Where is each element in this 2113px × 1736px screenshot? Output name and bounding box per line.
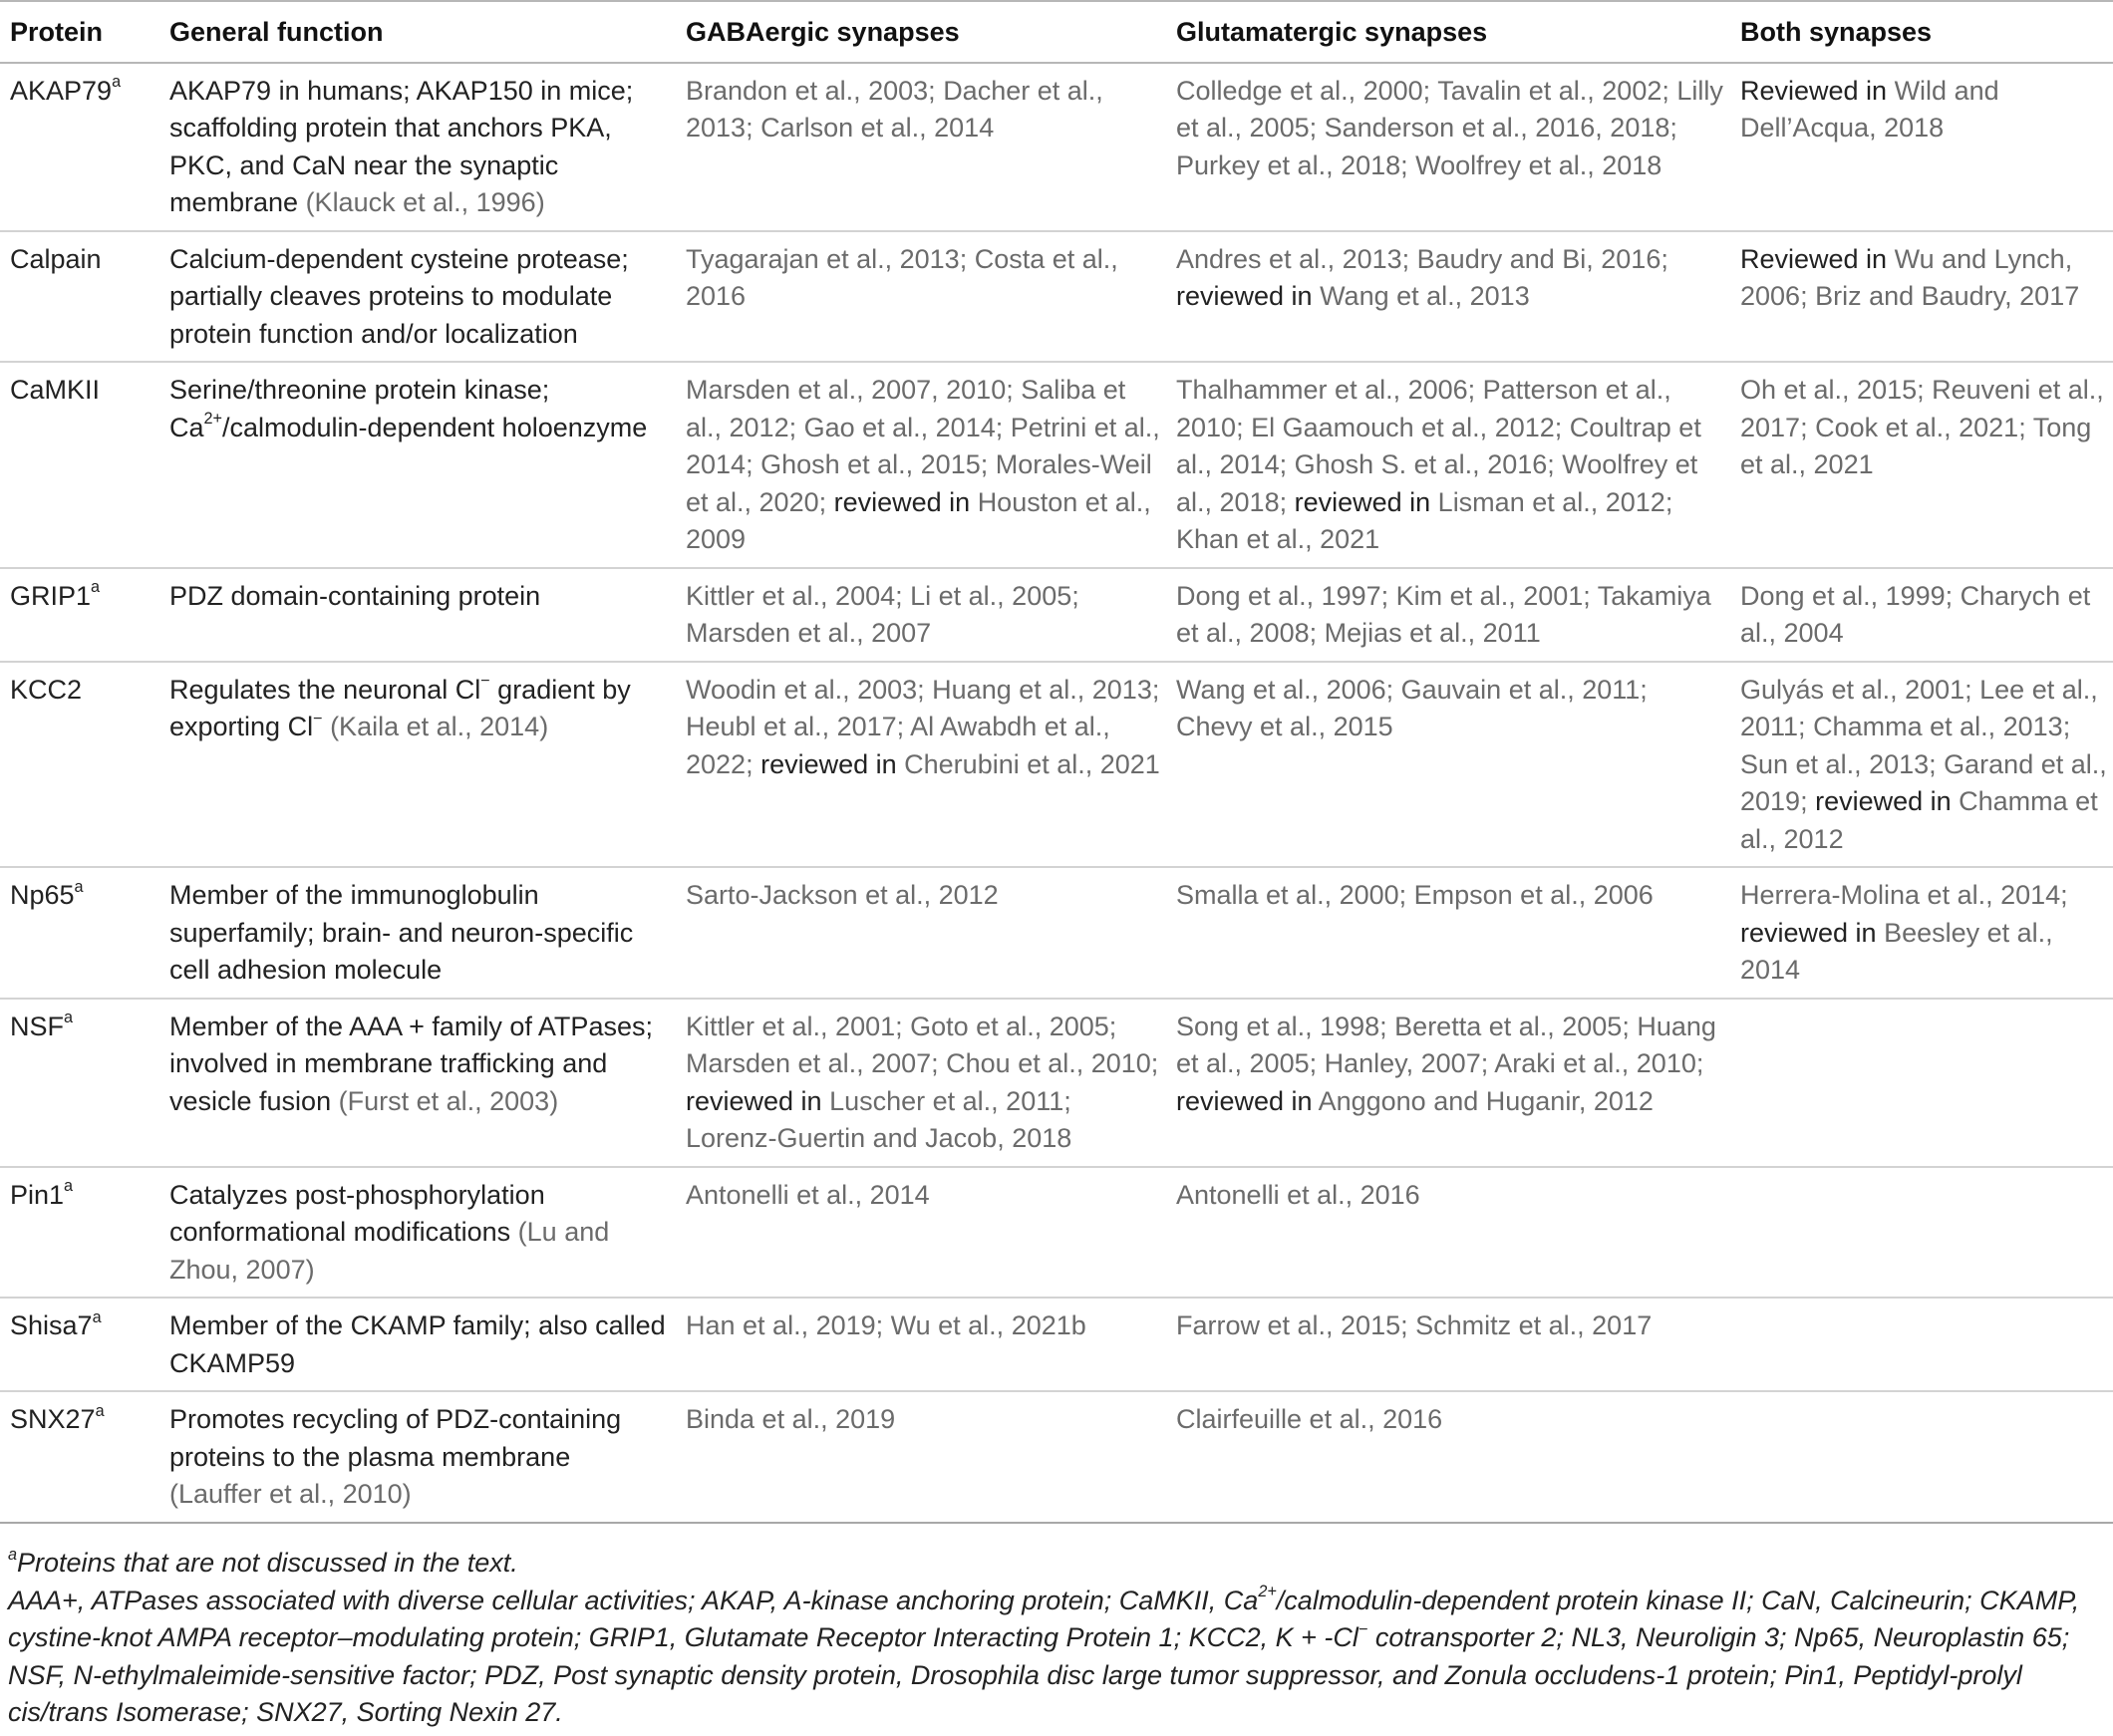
citation: Antonelli et al., 2014 xyxy=(686,1179,930,1210)
text-segment: /calmodulin-dependent protein kinase II; CaN, Calcineurin; CKAMP, cystine-knot AMPA receptor–modulating protein; GRIP1, Glutamate Receptor Interacting Protein 1; KCC2, K + -Cl xyxy=(8,1585,2080,1652)
superscript: − xyxy=(480,672,490,691)
citation: Marsden et al., 2007, 2010; Saliba et al., 2012; Gao et al., 2014; Petrini et al., 2014; Ghosh et al., 2015; Morales-Weil et al., 2020; xyxy=(686,375,1160,517)
both-synapses-cell xyxy=(1730,1167,2113,1299)
citation: Clairfeuille et al., 2016 xyxy=(1176,1404,1443,1434)
protein-name: GRIP1 xyxy=(10,580,92,611)
gabaergic-cell xyxy=(676,231,1166,363)
header-general-function: General function xyxy=(159,1,676,63)
table-row xyxy=(0,1391,2113,1523)
citation: Cherubini et al., 2021 xyxy=(904,748,1160,779)
text-segment: Promotes recycling of PDZ-containing proteins to the plasma membrane xyxy=(169,1404,622,1472)
abbreviations xyxy=(8,1583,2107,1732)
citation: Kittler et al., 2004; Li et al., 2005; Marsden et al., 2007 xyxy=(686,580,1079,648)
glutamatergic-cell xyxy=(1166,1391,1730,1523)
superscript: 2+ xyxy=(203,410,222,429)
header-protein: Protein xyxy=(0,1,159,63)
footnote-marker: a xyxy=(74,877,84,896)
function-cell xyxy=(159,568,676,662)
citation: Gulyás et al., 2001; Lee et al., 2011; Chamma et al., 2013; Sun et al., 2013; Garand et al., 2019; xyxy=(1740,674,2107,816)
citation: Brandon et al., 2003; Dacher et al., 2013; Carlson et al., 2014 xyxy=(686,75,1103,143)
protein-cell xyxy=(0,568,159,662)
text-segment: reviewed in xyxy=(1807,786,1960,816)
text-segment: cotransporter 2; NL3, Neuroligin 3; Np65, Neuroplastin 65; NSF, N-ethylmaleimide-sensitive factor; PDZ, Post synaptic density protein, Drosophila disc large tumor suppressor, and Zonula occludens-1 protein; Pin1, Peptidyl-prolyl cis/trans Isomerase; SNX27, Sorting Nexin 27. xyxy=(8,1622,2070,1727)
citation: Herrera-Molina et al., 2014; xyxy=(1740,880,2068,910)
footnote-marker: a xyxy=(92,1307,102,1326)
text-segment: Serine/threonine protein kinase; Ca xyxy=(169,375,550,442)
header-row xyxy=(0,1,2113,63)
gabaergic-cell xyxy=(676,63,1166,231)
citation: Tyagarajan et al., 2013; Costa et al., 2016 xyxy=(686,243,1118,311)
citation: Luscher et al., 2011; Lorenz-Guertin and Jacob, 2018 xyxy=(686,1085,1072,1153)
citation: (Kaila et al., 2014) xyxy=(330,712,549,741)
protein-cell xyxy=(0,1167,159,1299)
protein-cell xyxy=(0,362,159,568)
footnote-marker: a xyxy=(64,1177,74,1196)
protein-cell xyxy=(0,1391,159,1523)
text-segment xyxy=(323,712,331,741)
protein-name: SNX27 xyxy=(10,1404,96,1434)
citation: Woodin et al., 2003; Huang et al., 2013; Heubl et al., 2017; Al Awabdh et al., 2022; xyxy=(686,674,1160,779)
both-synapses-cell xyxy=(1730,63,2113,231)
protein-cell xyxy=(0,63,159,231)
gabaergic-cell xyxy=(676,1167,1166,1299)
protein-name: AKAP79 xyxy=(10,75,113,106)
footnote-marker: a xyxy=(112,73,122,92)
superscript: − xyxy=(1358,1619,1368,1638)
citation: Colledge et al., 2000; Tavalin et al., 2002; Lilly et al., 2005; Sanderson et al., 2016, 2018; Purkey et al., 2018; Woolfrey et al., 2018 xyxy=(1176,75,1723,180)
citation: Han et al., 2019; Wu et al., 2021b xyxy=(686,1310,1086,1340)
text-segment: Member of the CKAMP family; also called CKAMP59 xyxy=(169,1310,666,1378)
citation: Anggono and Huganir, 2012 xyxy=(1318,1085,1654,1116)
glutamatergic-cell xyxy=(1166,1167,1730,1299)
citation: Dong et al., 1997; Kim et al., 2001; Takamiya et al., 2008; Mejias et al., 2011 xyxy=(1176,580,1711,648)
citation: Thalhammer et al., 2006; Patterson et al., 2010; El Gaamouch et al., 2012; Coultrap et al., 2014; Ghosh S. et al., 2016; Woolfrey et al., 2018; xyxy=(1176,375,1701,517)
glutamatergic-cell xyxy=(1166,568,1730,662)
text-segment: Catalyzes post-phosphorylation conformational modifications xyxy=(169,1179,545,1247)
text-segment: Reviewed in xyxy=(1740,75,1895,106)
text-segment: reviewed in xyxy=(1176,281,1321,311)
gabaergic-cell xyxy=(676,867,1166,999)
table-row xyxy=(0,1167,2113,1299)
citation: Houston et al., 2009 xyxy=(686,486,1151,554)
citation: Lisman et al., 2012; Khan et al., 2021 xyxy=(1176,486,1673,554)
table-footnotes xyxy=(8,1545,2107,1732)
protein-name: Pin1 xyxy=(10,1179,65,1210)
both-synapses-cell xyxy=(1730,362,2113,568)
citation: Wu and Lynch, 2006; Briz and Baudry, 2017 xyxy=(1740,243,2080,311)
protein-name: CaMKII xyxy=(10,375,101,405)
text-segment: reviewed in xyxy=(1176,1085,1319,1116)
table-row xyxy=(0,867,2113,999)
superscript: − xyxy=(313,709,323,727)
table-row xyxy=(0,568,2113,662)
both-synapses-cell xyxy=(1730,231,2113,363)
protein-name: NSF xyxy=(10,1011,64,1041)
protein-name: KCC2 xyxy=(10,674,83,705)
protein-cell xyxy=(0,662,159,868)
both-synapses-cell xyxy=(1730,1298,2113,1391)
function-cell xyxy=(159,362,676,568)
citation: (Lu and Zhou, 2007) xyxy=(169,1217,610,1285)
citation: Farrow et al., 2015; Schmitz et al., 2017 xyxy=(1176,1310,1653,1340)
citation: (Furst et al., 2003) xyxy=(338,1085,559,1116)
citation: Antonelli et al., 2016 xyxy=(1176,1179,1420,1210)
function-cell xyxy=(159,867,676,999)
citation: Wang et al., 2006; Gauvain et al., 2011; Chevy et al., 2015 xyxy=(1176,674,1648,741)
both-synapses-cell xyxy=(1730,1391,2113,1523)
text-segment: /calmodulin-dependent holoenzyme xyxy=(221,412,648,442)
glutamatergic-cell xyxy=(1166,63,1730,231)
citation: Sarto-Jackson et al., 2012 xyxy=(686,880,999,910)
text-segment: reviewed in xyxy=(1287,486,1438,517)
footnote-text: Proteins that are not discussed in the text. xyxy=(17,1548,518,1578)
table-row xyxy=(0,662,2113,868)
gabaergic-cell xyxy=(676,999,1166,1167)
both-synapses-cell xyxy=(1730,568,2113,662)
header-glutamatergic: Glutamatergic synapses xyxy=(1166,1,1730,63)
citation: Wild and Dell’Acqua, 2018 xyxy=(1740,75,1999,143)
table-row xyxy=(0,999,2113,1167)
text-segment: reviewed in xyxy=(686,1085,830,1116)
table-row xyxy=(0,231,2113,363)
table-row xyxy=(0,63,2113,231)
footnote-marker: a xyxy=(64,1009,74,1027)
glutamatergic-cell xyxy=(1166,999,1730,1167)
function-cell xyxy=(159,231,676,363)
text-segment: AKAP79 in humans; AKAP150 in mice; scaffolding protein that anchors PKA, PKC, and CaN near the synaptic membrane xyxy=(169,75,634,217)
citation: Kittler et al., 2001; Goto et al., 2005; Marsden et al., 2007; Chou et al., 2010; xyxy=(686,1011,1159,1078)
gabaergic-cell xyxy=(676,1391,1166,1523)
footnote xyxy=(8,1545,2107,1583)
header-gabaergic: GABAergic synapses xyxy=(676,1,1166,63)
text-segment: gradient by exporting Cl xyxy=(169,674,631,741)
text-segment: Regulates the neuronal Cl xyxy=(169,674,481,705)
protein-cell xyxy=(0,231,159,363)
function-cell xyxy=(159,999,676,1167)
text-segment: Member of the immunoglobulin superfamily; brain- and neuron-specific cell adhesion molecule xyxy=(169,880,634,985)
both-synapses-cell xyxy=(1730,867,2113,999)
citation: Smalla et al., 2000; Empson et al., 2006 xyxy=(1176,880,1654,910)
gabaergic-cell xyxy=(676,362,1166,568)
citation: Oh et al., 2015; Reuveni et al., 2017; Cook et al., 2021; Tong et al., 2021 xyxy=(1740,375,2104,479)
protein-name: Shisa7 xyxy=(10,1310,93,1340)
function-cell xyxy=(159,1167,676,1299)
gabaergic-cell xyxy=(676,1298,1166,1391)
header-both: Both synapses xyxy=(1730,1,2113,63)
text-segment: PDZ domain-containing protein xyxy=(169,580,541,611)
function-cell xyxy=(159,1391,676,1523)
text-segment: reviewed in xyxy=(1740,917,1885,948)
glutamatergic-cell xyxy=(1166,362,1730,568)
footnote-marker: a xyxy=(95,1401,105,1420)
text-segment: Member of the AAA + family of ATPases; involved in membrane trafficking and vesicle fusion xyxy=(169,1011,653,1116)
citation: Wang et al., 2013 xyxy=(1320,281,1530,311)
function-cell xyxy=(159,63,676,231)
text-segment: reviewed in xyxy=(826,486,978,517)
superscript: 2+ xyxy=(1258,1583,1277,1601)
footnote-marker: a xyxy=(91,578,101,597)
glutamatergic-cell xyxy=(1166,867,1730,999)
table-row xyxy=(0,1298,2113,1391)
protein-name: Np65 xyxy=(10,880,75,910)
citation: Chamma et al., 2012 xyxy=(1740,786,2098,854)
function-cell xyxy=(159,662,676,868)
protein-name: Calpain xyxy=(10,243,102,274)
text-segment: Reviewed in xyxy=(1740,243,1895,274)
text-segment: Calcium-dependent cysteine protease; partially cleaves proteins to modulate protein function and/or localization xyxy=(169,243,629,349)
function-cell xyxy=(159,1298,676,1391)
citation: Song et al., 1998; Beretta et al., 2005; Huang et al., 2005; Hanley, 2007; Araki et al., 2010; xyxy=(1176,1011,1716,1078)
protein-cell xyxy=(0,867,159,999)
footnote-mark: a xyxy=(8,1545,18,1564)
text-segment: AAA+, ATPases associated with diverse cellular activities; AKAP, A-kinase anchoring protein; CaMKII, Ca xyxy=(8,1585,1259,1615)
citation: Beesley et al., 2014 xyxy=(1740,917,2053,985)
table-row xyxy=(0,362,2113,568)
protein-cell xyxy=(0,1298,159,1391)
citation: Dong et al., 1999; Charych et al., 2004 xyxy=(1740,580,2091,648)
citation: Binda et al., 2019 xyxy=(686,1404,896,1434)
glutamatergic-cell xyxy=(1166,231,1730,363)
text-segment: reviewed in xyxy=(753,748,905,779)
gabaergic-cell xyxy=(676,568,1166,662)
citation: Andres et al., 2013; Baudry and Bi, 2016; xyxy=(1176,243,1668,274)
protein-cell xyxy=(0,999,159,1167)
glutamatergic-cell xyxy=(1166,662,1730,868)
glutamatergic-cell xyxy=(1166,1298,1730,1391)
citation: (Klauck et al., 1996) xyxy=(305,187,545,217)
table-body xyxy=(0,63,2113,1523)
citation: (Lauffer et al., 2010) xyxy=(169,1479,412,1509)
both-synapses-cell xyxy=(1730,662,2113,868)
gabaergic-cell xyxy=(676,662,1166,868)
both-synapses-cell xyxy=(1730,999,2113,1167)
